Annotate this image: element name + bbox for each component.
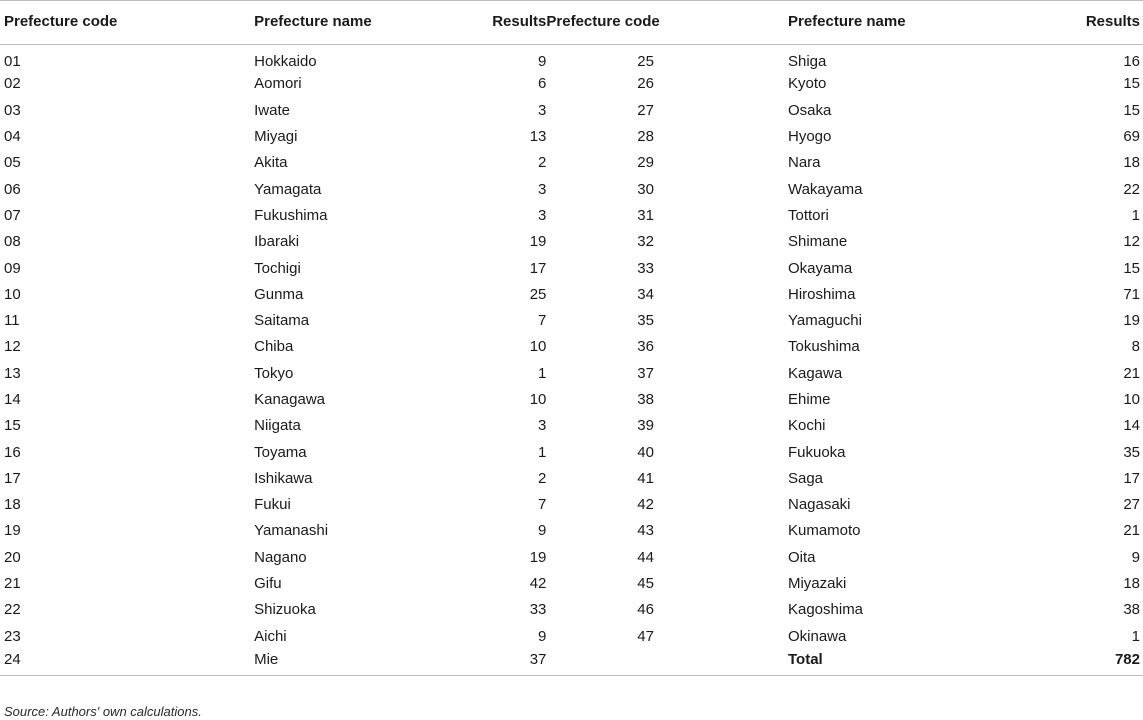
- cell-prefecture-name-2: Hiroshima: [787, 285, 856, 303]
- cell-prefecture-name: Aichi: [254, 627, 287, 645]
- header-prefecture-name: Prefecture name: [254, 1, 450, 45]
- cell-prefecture-name-2: Tokushima: [787, 338, 860, 356]
- cell-prefecture-code-2: 45: [637, 575, 654, 593]
- cell-prefecture-code-2: 40: [637, 443, 654, 461]
- cell-prefecture-code: 12: [4, 338, 21, 356]
- cell-prefecture-name-2: Kagoshima: [787, 601, 864, 619]
- cell-prefecture-code: 21: [4, 575, 21, 593]
- cell-results: 9: [538, 522, 547, 540]
- cell-prefecture-name: Hokkaido: [254, 53, 317, 71]
- cell-prefecture-name-2: Yamaguchi: [787, 312, 862, 330]
- cell-results-2: 1: [1131, 206, 1140, 224]
- cell-prefecture-name: Yamanashi: [254, 522, 329, 540]
- cell-results: 1: [538, 443, 547, 461]
- cell-prefecture-name: Gifu: [254, 575, 282, 593]
- table-row: [0, 360, 1143, 386]
- cell-prefecture-code-2: 39: [637, 417, 654, 435]
- header-prefecture-name-2: Prefecture name: [686, 1, 1044, 45]
- table-row: [0, 255, 1143, 281]
- cell-prefecture-code: 23: [4, 627, 21, 645]
- cell-prefecture-code-2: 35: [637, 312, 654, 330]
- cell-prefecture-code-2: 32: [637, 233, 654, 251]
- cell-prefecture-code-2: 25: [637, 53, 654, 71]
- cell-results: 13: [529, 128, 547, 146]
- cell-prefecture-code: 20: [4, 548, 21, 566]
- cell-prefecture-name: Gunma: [254, 285, 304, 303]
- cell-results: 10: [529, 391, 547, 408]
- cell-prefecture-name: Toyama: [254, 443, 307, 461]
- cell-prefecture-code: 24: [0, 649, 254, 675]
- cell-prefecture-code: 05: [4, 154, 21, 172]
- cell-prefecture-name: Saitama: [254, 312, 310, 330]
- cell-results: 1: [538, 364, 547, 382]
- table-row: [0, 492, 1143, 518]
- cell-results: 2: [538, 469, 547, 487]
- cell-results: 19: [529, 233, 547, 251]
- cell-prefecture-code-2: 37: [637, 364, 654, 382]
- cell-prefecture-name-2: Osaka: [787, 101, 832, 119]
- table-row: [0, 202, 1143, 228]
- cell-results-2: 9: [1131, 548, 1140, 566]
- cell-prefecture-code-2: 31: [637, 206, 654, 224]
- cell-prefecture-code-2: 26: [637, 75, 654, 93]
- cell-results-2: 17: [1123, 469, 1140, 487]
- cell-results: 10: [529, 338, 547, 356]
- table-row: [0, 123, 1143, 149]
- table-row: [0, 281, 1143, 307]
- cell-prefecture-code-2: [546, 649, 686, 675]
- cell-results-2: 18: [1123, 154, 1140, 172]
- cell-results: 9: [538, 53, 547, 71]
- cell-results-2: 27: [1123, 496, 1140, 514]
- cell-prefecture-name: Shizuoka: [254, 601, 316, 619]
- cell-prefecture-code: 13: [4, 364, 21, 382]
- header-prefecture-code: Prefecture code: [0, 1, 254, 45]
- table-row: [0, 570, 1143, 596]
- table-row: [0, 544, 1143, 570]
- cell-prefecture-code-2: 42: [637, 496, 654, 514]
- table-row: [0, 307, 1143, 333]
- cell-prefecture-name: Akita: [254, 154, 288, 172]
- cell-prefecture-code-2: 30: [637, 180, 654, 198]
- cell-prefecture-name-2: Kochi: [787, 417, 826, 435]
- cell-results-2: 21: [1123, 522, 1140, 540]
- cell-results-2: 15: [1123, 101, 1140, 119]
- cell-prefecture-name-2: Miyazaki: [787, 575, 847, 593]
- cell-prefecture-name: Ishikawa: [254, 469, 313, 487]
- cell-prefecture-name-2: Wakayama: [787, 180, 863, 198]
- table-row: [0, 386, 1143, 412]
- cell-results-2: 15: [1123, 75, 1140, 93]
- cell-prefecture-code: 04: [4, 128, 21, 146]
- cell-prefecture-name: Kanagawa: [254, 391, 326, 408]
- cell-prefecture-name-2: Saga: [787, 469, 824, 487]
- cell-prefecture-code-2: 34: [637, 285, 654, 303]
- cell-prefecture-code: 22: [4, 601, 21, 619]
- cell-results-2: 12: [1123, 233, 1140, 251]
- table-row: [0, 71, 1143, 97]
- cell-prefecture-code-2: 33: [637, 259, 654, 277]
- cell-results-2: 38: [1123, 601, 1140, 619]
- cell-prefecture-code: 08: [4, 233, 21, 251]
- cell-prefecture-code: 03: [4, 101, 21, 119]
- cell-results-2: 1: [1131, 627, 1140, 645]
- cell-prefecture-code: 17: [4, 469, 21, 487]
- cell-results: 3: [538, 101, 547, 119]
- cell-prefecture-code-2: 36: [637, 338, 654, 356]
- table-row: [0, 150, 1143, 176]
- cell-prefecture-code: 10: [4, 285, 21, 303]
- table-row: [0, 45, 1143, 71]
- cell-prefecture-code: 14: [4, 391, 21, 408]
- cell-prefecture-code: 01: [4, 53, 21, 71]
- cell-prefecture-code: 06: [4, 180, 21, 198]
- table-row: [0, 649, 1143, 675]
- cell-results-2: 10: [1123, 391, 1140, 408]
- table-row: [0, 413, 1143, 439]
- header-results-2: Results: [1044, 1, 1143, 45]
- table-row: [0, 97, 1143, 123]
- cell-prefecture-name: Miyagi: [254, 128, 298, 146]
- cell-results: 2: [538, 154, 547, 172]
- cell-results-2: 35: [1123, 443, 1140, 461]
- cell-prefecture-code-2: 28: [637, 128, 654, 146]
- table-row: [0, 176, 1143, 202]
- cell-prefecture-name-2: Fukuoka: [787, 443, 846, 461]
- cell-results-2: 19: [1123, 312, 1140, 330]
- cell-results-2: 18: [1123, 575, 1140, 593]
- cell-prefecture-code-2: 29: [637, 154, 654, 172]
- cell-prefecture-name: Yamagata: [254, 180, 322, 198]
- cell-prefecture-code: 02: [4, 75, 21, 93]
- cell-prefecture-code: 07: [4, 206, 21, 224]
- cell-results: 42: [529, 575, 547, 593]
- cell-prefecture-code-2: 41: [637, 469, 654, 487]
- table-row: [0, 623, 1143, 649]
- cell-prefecture-code: 16: [4, 443, 21, 461]
- cell-prefecture-code-2: 27: [637, 101, 654, 119]
- cell-results-2: 22: [1123, 180, 1140, 198]
- table-row: [0, 229, 1143, 255]
- cell-prefecture-name-2: Okinawa: [787, 627, 847, 645]
- table-body: [0, 45, 1143, 676]
- cell-prefecture-name: Nagano: [254, 548, 307, 566]
- cell-results-2: 16: [1123, 53, 1140, 71]
- cell-prefecture-code: 19: [4, 522, 21, 540]
- cell-prefecture-name: Chiba: [254, 338, 294, 356]
- cell-results-2: 21: [1123, 364, 1140, 382]
- cell-prefecture-name: Mie: [254, 649, 450, 675]
- table-row: [0, 334, 1143, 360]
- cell-prefecture-name-2: Shiga: [787, 53, 827, 71]
- cell-prefecture-name: Fukushima: [254, 206, 328, 224]
- table-row: [0, 518, 1143, 544]
- header-results: Results: [450, 1, 546, 45]
- cell-prefecture-code: 18: [4, 496, 21, 514]
- cell-results: 3: [538, 180, 547, 198]
- cell-prefecture-name-2: Kumamoto: [787, 522, 861, 540]
- table-row: [0, 439, 1143, 465]
- cell-prefecture-name: Tochigi: [254, 259, 301, 277]
- cell-prefecture-code-2: 47: [637, 627, 654, 645]
- cell-results: 33: [529, 601, 547, 619]
- cell-prefecture-name-2: Shimane: [787, 233, 848, 251]
- cell-results-2: 8: [1131, 338, 1140, 356]
- cell-prefecture-name-2: Kagawa: [787, 364, 843, 382]
- cell-results: 3: [538, 417, 547, 435]
- source-footnote: Source: Authors' own calculations.: [4, 704, 202, 719]
- cell-prefecture-name-2: Oita: [787, 548, 816, 566]
- cell-results: 7: [538, 312, 547, 330]
- cell-results: 3: [538, 206, 547, 224]
- cell-results-2: 71: [1123, 285, 1140, 303]
- cell-prefecture-name-2: Hyogo: [787, 128, 832, 146]
- cell-prefecture-name: Tokyo: [254, 364, 294, 382]
- cell-prefecture-name: Iwate: [254, 101, 290, 119]
- header-prefecture-code-2: Prefecture code: [546, 1, 686, 45]
- cell-results-2: 69: [1123, 128, 1140, 146]
- cell-results-2: 14: [1123, 417, 1140, 435]
- cell-results: 9: [538, 627, 547, 645]
- cell-prefecture-name: Ibaraki: [254, 233, 300, 251]
- table-row: [0, 465, 1143, 491]
- cell-prefecture-name-2: Ehime: [787, 391, 831, 408]
- cell-prefecture-name: Niigata: [254, 417, 301, 435]
- cell-results: 17: [529, 259, 547, 277]
- cell-prefecture-name: Aomori: [254, 75, 302, 93]
- table-row: [0, 597, 1143, 623]
- cell-prefecture-name-2: Nagasaki: [787, 496, 851, 514]
- cell-prefecture-name-2: Nara: [787, 154, 821, 172]
- cell-results: 25: [529, 285, 547, 303]
- cell-prefecture-code: 09: [4, 259, 21, 277]
- cell-results: 37: [450, 649, 546, 675]
- cell-results: 7: [538, 496, 547, 514]
- cell-prefecture-code-2: 46: [637, 601, 654, 619]
- cell-prefecture-code-2: 38: [637, 391, 654, 408]
- cell-prefecture-name-2: Kyoto: [787, 75, 827, 93]
- cell-prefecture-code-2: 43: [637, 522, 654, 540]
- cell-prefecture-name-2: Total: [686, 649, 1044, 675]
- cell-prefecture-code-2: 44: [637, 548, 654, 566]
- cell-prefecture-code: 15: [4, 417, 21, 435]
- cell-results: 6: [538, 75, 547, 93]
- cell-results-2: 15: [1123, 259, 1140, 277]
- table-header-row: [0, 1, 1143, 45]
- cell-results: 19: [529, 548, 547, 566]
- cell-results-2: 782: [1044, 649, 1143, 675]
- cell-prefecture-name-2: Okayama: [787, 259, 853, 277]
- cell-prefecture-name-2: Tottori: [787, 206, 829, 224]
- cell-prefecture-code: 11: [4, 312, 20, 330]
- cell-prefecture-name: Fukui: [254, 496, 291, 514]
